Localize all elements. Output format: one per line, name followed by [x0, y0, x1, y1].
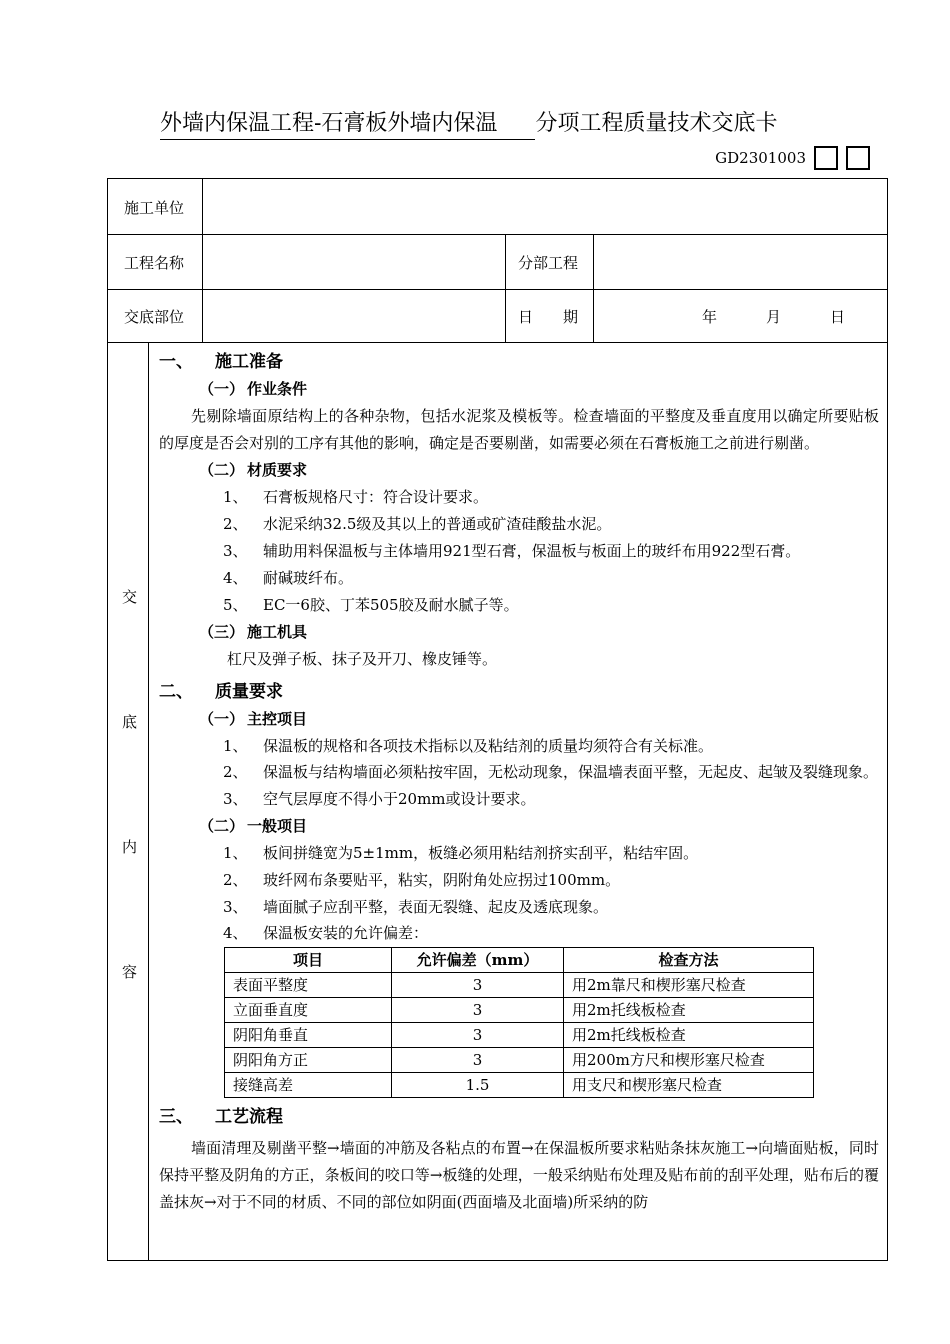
table-cell: 接缝高差 [225, 1073, 392, 1098]
project-label: 工程名称 [124, 254, 185, 272]
title-project: 外墙内保温工程-石膏板外墙内保温 [160, 106, 497, 140]
table-header: 项目 [225, 948, 392, 973]
table-row [225, 998, 814, 1023]
table-header: 允许偏差（mm） [392, 948, 564, 973]
list-item: 4、 保温板安装的允许偏差： [223, 924, 429, 942]
deviation-table [224, 947, 814, 1098]
table-cell: 3 [392, 973, 564, 998]
checkbox-1[interactable] [814, 146, 838, 170]
subsection-heading: （一） 主控项目 [199, 710, 308, 728]
table-row [225, 1073, 814, 1098]
section-heading: 二、 质量要求 [159, 682, 283, 702]
table-cell: 3 [392, 1023, 564, 1048]
disclosure-content [159, 349, 879, 1216]
subsection-heading: （二） 材质要求 [199, 461, 308, 479]
paragraph: 先剔除墙面原结构上的各种杂物，包括水泥浆及模板等。检查墙面的平整度及垂直度用以确定所要贴板的厚度是否会对别的工序有其他的影响，确定是否要剔凿，如需要必须在石膏板施工之前进行剔凿。 [159, 407, 879, 452]
list-item: 5、 EC一6胶、丁苯505胶及耐水腻子等。 [223, 596, 519, 614]
subsection-heading: （二） 一般项目 [199, 817, 308, 835]
list-item: 1、 石膏板规格尺寸：符合设计要求。 [223, 488, 489, 506]
list-item: 1、 保温板的规格和各项技术指标以及粘结剂的质量均须符合有关标准。 [223, 737, 714, 755]
side-label-2: 底 [122, 713, 138, 731]
table-cell: 用2m托线板检查 [564, 1023, 814, 1048]
location-label: 交底部位 [124, 308, 185, 326]
project-field[interactable] [208, 239, 498, 284]
table-cell: 3 [392, 998, 564, 1023]
unit-label: 施工单位 [124, 199, 185, 217]
side-label-3: 内 [122, 838, 138, 856]
list-item: 4、 耐碱玻纤布。 [223, 569, 354, 587]
list-item: 2、 保温板与结构墙面必须粘按牢固，无松动现象，保温墙表面平整，无起皮、起皱及裂缝现象。 [223, 763, 879, 781]
division-field[interactable] [600, 239, 880, 284]
table-row [225, 1023, 814, 1048]
location-field[interactable] [208, 294, 498, 338]
section-heading: 三、 工艺流程 [159, 1107, 283, 1127]
paragraph: 墙面清理及剔凿平整→墙面的冲筋及各粘点的布置→在保温板所要求粘贴条抹灰施工→向墙面贴板，同时保持平整及阴角的方正，条板间的咬口等→板缝的处理，一般采纳贴布处理及贴布前的刮平处理，贴布后的覆盖抹灰→对于不同的材质、不同的部位如阴面(西面墙及北面墙)所采纳的防 [159, 1139, 879, 1211]
table-cell: 用200m方尺和楔形塞尺检查 [564, 1048, 814, 1073]
date-label: 日 期 [518, 308, 579, 326]
table-row [225, 973, 814, 998]
title-suffix: 分项工程质量技术交底卡 [535, 111, 778, 136]
disclosure-form [107, 178, 888, 1261]
list-item: 3、 空气层厚度不得小于20mm或设计要求。 [223, 790, 536, 808]
document-code [715, 146, 870, 170]
table-cell: 用2m靠尺和楔形塞尺检查 [564, 973, 814, 998]
document-title [120, 106, 880, 140]
list-item: 2、 水泥采纳32.5级及其以上的普通或矿渣硅酸盐水泥。 [223, 515, 612, 533]
table-cell: 用支尺和楔形塞尺检查 [564, 1073, 814, 1098]
subsection-heading: （三） 施工机具 [199, 623, 308, 641]
code-text: GD2301003 [715, 149, 806, 167]
table-cell: 用2m托线板检查 [564, 998, 814, 1023]
table-cell: 阴阳角垂直 [225, 1023, 392, 1048]
table-header: 检查方法 [564, 948, 814, 973]
section-heading: 一、 施工准备 [159, 352, 283, 372]
date-year: 年 [702, 308, 718, 326]
paragraph: 杠尺及弹子板、抹子及开刀、橡皮锤等。 [227, 650, 498, 668]
side-label-4: 容 [122, 963, 138, 981]
list-item: 3、 辅助用料保温板与主体墙用921型石膏，保温板与板面上的玻纤布用922型石膏。 [223, 542, 801, 560]
side-label-1: 交 [122, 588, 138, 606]
table-cell: 表面平整度 [225, 973, 392, 998]
table-cell: 阴阳角方正 [225, 1048, 392, 1073]
checkbox-2[interactable] [846, 146, 870, 170]
date-month: 月 [766, 308, 782, 326]
table-header-row [225, 948, 814, 973]
table-row [225, 1048, 814, 1073]
unit-field[interactable] [208, 184, 878, 229]
list-item: 3、 墙面腻子应刮平整，表面无裂缝、起皮及透底现象。 [223, 898, 609, 916]
table-cell: 3 [392, 1048, 564, 1073]
list-item: 2、 玻纤网布条要贴平，粘实，阴附角处应拐过100mm。 [223, 871, 621, 889]
date-day: 日 [830, 308, 846, 326]
table-cell: 立面垂直度 [225, 998, 392, 1023]
table-cell: 1.5 [392, 1073, 564, 1098]
list-item: 1、 板间拼缝宽为5±1mm，板缝必须用粘结剂挤实刮平，粘结牢固。 [223, 844, 699, 862]
subsection-heading: （一） 作业条件 [199, 380, 308, 398]
division-label: 分部工程 [518, 254, 579, 272]
